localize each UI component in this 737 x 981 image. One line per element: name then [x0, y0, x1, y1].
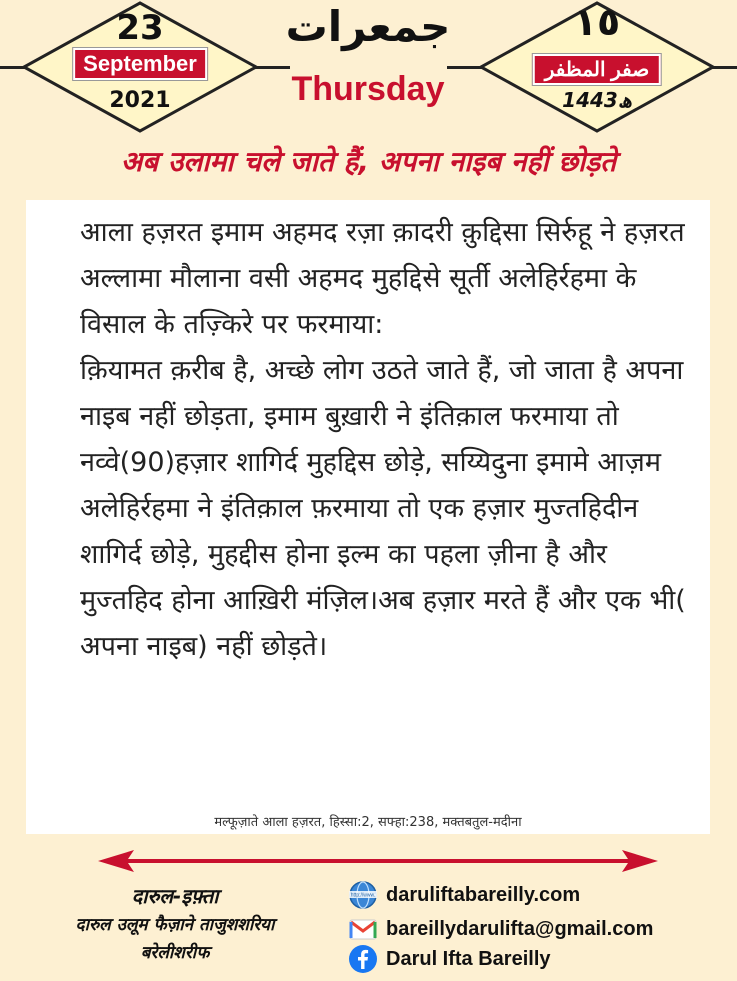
dept-title: दारुल-इफ़्ता — [131, 884, 219, 908]
gregorian-month: September — [73, 48, 207, 80]
body-paragraph-1: आला हज़रत इमाम अहमद रज़ा क़ादरी क़ुद्दिसा सिर्रुहू ने हज़रत अल्लामा मौलाना वसी अहमद मुहद्दिसे सूर्ती अलेहिर्रहमा के विसाल के तज़्किरे पर फरमाया: — [80, 217, 685, 340]
hijri-month: صفر المظفر — [533, 54, 661, 85]
weekday-urdu: جمعرات — [285, 2, 451, 51]
dept-place: बरेलीशरीफ — [140, 943, 210, 963]
weekday-english: Thursday — [291, 70, 445, 108]
body-text — [80, 210, 692, 670]
website-contact[interactable] — [348, 880, 580, 910]
double-arrow-divider — [98, 848, 658, 874]
website-link[interactable]: daruliftabareilly.com — [386, 883, 581, 906]
hijri-year: 1443ھ — [562, 88, 632, 112]
web-icon-text: http://www. — [350, 892, 376, 899]
facebook-contact[interactable] — [348, 944, 551, 974]
facebook-link[interactable]: Darul Ifta Bareilly — [386, 947, 551, 970]
gregorian-day: 23 — [116, 8, 164, 48]
globe-icon — [348, 880, 378, 910]
headline: अब उलामा चले जाते हैं, अपना नाइब नहीं छोड़ते — [120, 145, 617, 178]
gregorian-year: 2021 — [109, 88, 171, 113]
hijri-day: ١٥ — [573, 0, 621, 44]
dept-subtitle: दारुल उलूम फैज़ाने ताजुशशरिया — [75, 915, 275, 935]
body-paragraph-2: क़ियामत क़रीब है, अच्छे लोग उठते जाते हैं, जो जाता है अपना नाइब नहीं छोड़ता, इमाम बुख़ारी ने इंतिक़ाल फरमाया तो नव्वे(90)हज़ार शागिर्द मुहद्दिस छोड़े, सय्यिदुना इमामे आज़म अलेहिर्रहमा ने इंतिक़ाल फ़रमाया तो एक हज़ार मुज्तहिदीन शागिर्द छोड़े, मुहद्दीस होना इल्म का पहला ज़ीना है और मुज्तहिद होना आख़िरी मंज़िल।अब हज़ार मरते हैं और एक भी( अपना नाइब) नहीं छोड़ते। — [80, 355, 686, 662]
reference-citation: मल्फूज़ाते आला हज़रत, हिस्सा:2, सफ्हा:238, मक्तबतुल-मदीना — [214, 815, 522, 830]
content-card — [26, 200, 710, 834]
facebook-icon — [348, 944, 378, 974]
gmail-icon — [348, 914, 378, 944]
gregorian-date-badge — [20, 0, 260, 134]
hijri-date-badge — [477, 0, 717, 134]
email-contact[interactable] — [348, 914, 653, 944]
email-link[interactable]: bareillydarulifta@gmail.com — [386, 917, 654, 940]
